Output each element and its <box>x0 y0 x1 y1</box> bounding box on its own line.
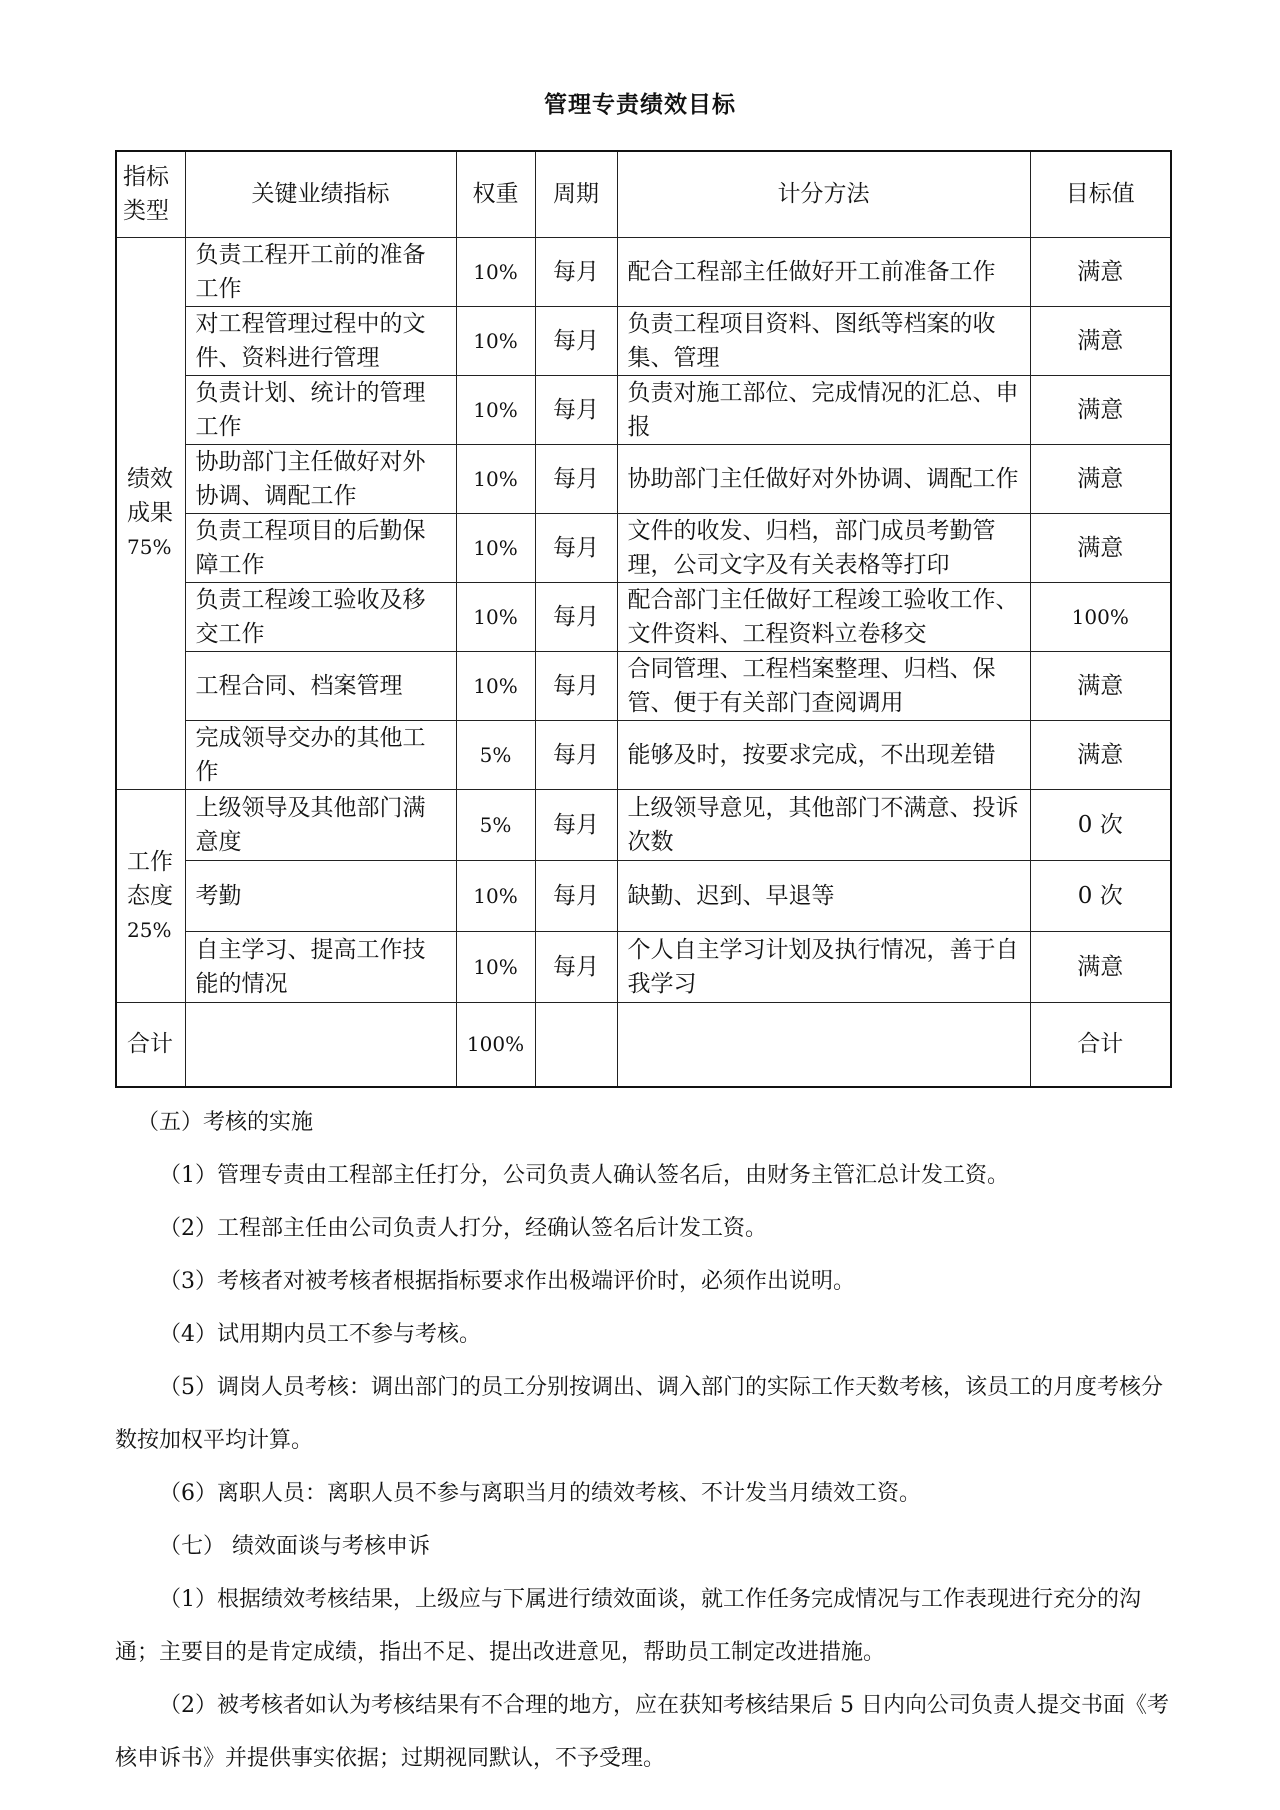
method-cell: 合同管理、工程档案整理、归档、保管、便于有关部门查阅调用 <box>617 651 1030 720</box>
category-attitude <box>116 789 185 1002</box>
method-cell: 负责工程项目资料、图纸等档案的收集、管理 <box>617 306 1030 375</box>
target-cell: 满意 <box>1030 513 1171 582</box>
weight-cell: 10% <box>456 582 535 651</box>
total-method <box>617 1002 1030 1087</box>
period-cell: 每月 <box>535 860 617 931</box>
paragraph: （3）考核者对被考核者根据指标要求作出极端评价时，必须作出说明。 <box>159 1269 855 1294</box>
body-text <box>115 1096 1175 1785</box>
method-cell: 个人自主学习计划及执行情况，善于自我学习 <box>617 931 1030 1002</box>
target-cell: 满意 <box>1030 931 1171 1002</box>
total-target: 合计 <box>1030 1002 1171 1087</box>
category-performance <box>116 237 185 789</box>
method-cell: 协助部门主任做好对外协调、调配工作 <box>617 444 1030 513</box>
period-cell: 每月 <box>535 789 617 860</box>
weight-cell: 5% <box>456 789 535 860</box>
target-cell: 满意 <box>1030 444 1171 513</box>
section-heading-implementation: （五）考核的实施 <box>137 1110 314 1135</box>
total-label: 合计 <box>116 1002 185 1087</box>
table-row <box>116 306 1171 375</box>
weight-cell: 10% <box>456 651 535 720</box>
category-label: 绩效成果 <box>127 466 173 526</box>
table-row <box>116 931 1171 1002</box>
table-row <box>116 720 1171 789</box>
target-cell: 满意 <box>1030 651 1171 720</box>
method-cell: 配合部门主任做好工程竣工验收工作、文件资料、工程资料立卷移交 <box>617 582 1030 651</box>
period-cell: 每月 <box>535 306 617 375</box>
weight-cell: 10% <box>456 444 535 513</box>
table-header-row <box>116 151 1171 237</box>
kpi-cell: 完成领导交办的其他工作 <box>185 720 456 789</box>
paragraph: （2）被考核者如认为考核结果有不合理的地方，应在获知考核结果后 5 日内向公司负责人提交书面《考核申诉书》并提供事实依据；过期视同默认，不予受理。 <box>115 1693 1169 1771</box>
header-kpi: 关键业绩指标 <box>185 151 456 237</box>
period-cell: 每月 <box>535 513 617 582</box>
target-cell: 满意 <box>1030 375 1171 444</box>
category-label: 工作态度 <box>127 848 173 909</box>
kpi-cell: 自主学习、提高工作技能的情况 <box>185 931 456 1002</box>
header-method: 计分方法 <box>617 151 1030 237</box>
target-cell: 100% <box>1030 582 1171 651</box>
period-cell: 每月 <box>535 444 617 513</box>
table-row <box>116 651 1171 720</box>
section-heading-appeal: （七） 绩效面谈与考核申诉 <box>159 1534 430 1559</box>
period-cell: 每月 <box>535 720 617 789</box>
target-cell: 0 次 <box>1030 860 1171 931</box>
table-total-row <box>116 1002 1171 1087</box>
kpi-cell: 协助部门主任做好对外协调、调配工作 <box>185 444 456 513</box>
weight-cell: 10% <box>456 306 535 375</box>
performance-table <box>115 150 1172 1088</box>
target-cell: 满意 <box>1030 237 1171 306</box>
kpi-cell: 考勤 <box>185 860 456 931</box>
target-cell: 满意 <box>1030 720 1171 789</box>
table-row <box>116 789 1171 860</box>
total-weight: 100% <box>456 1002 535 1087</box>
table-row <box>116 444 1171 513</box>
weight-cell: 10% <box>456 860 535 931</box>
kpi-cell: 负责工程开工前的准备工作 <box>185 237 456 306</box>
header-category: 指标类型 <box>116 151 185 237</box>
method-cell: 文件的收发、归档，部门成员考勤管理，公司文字及有关表格等打印 <box>617 513 1030 582</box>
weight-cell: 10% <box>456 931 535 1002</box>
table-row <box>116 860 1171 931</box>
period-cell: 每月 <box>535 237 617 306</box>
period-cell: 每月 <box>535 375 617 444</box>
page-title: 管理专责绩效目标 <box>544 92 736 118</box>
table-row <box>116 375 1171 444</box>
paragraph: （4）试用期内员工不参与考核。 <box>159 1322 481 1347</box>
category-share: 25% <box>127 917 172 942</box>
table-row <box>116 582 1171 651</box>
kpi-cell: 负责工程竣工验收及移交工作 <box>185 582 456 651</box>
header-target: 目标值 <box>1030 151 1171 237</box>
header-weight: 权重 <box>456 151 535 237</box>
kpi-cell: 上级领导及其他部门满意度 <box>185 789 456 860</box>
target-cell: 满意 <box>1030 306 1171 375</box>
weight-cell: 10% <box>456 237 535 306</box>
kpi-cell: 对工程管理过程中的文件、资料进行管理 <box>185 306 456 375</box>
category-share: 75% <box>127 535 172 559</box>
period-cell: 每月 <box>535 651 617 720</box>
method-cell: 能够及时，按要求完成，不出现差错 <box>617 720 1030 789</box>
target-cell: 0 次 <box>1030 789 1171 860</box>
method-cell: 负责对施工部位、完成情况的汇总、申报 <box>617 375 1030 444</box>
period-cell: 每月 <box>535 582 617 651</box>
paragraph: （1）管理专责由工程部主任打分，公司负责人确认签名后，由财务主管汇总计发工资。 <box>159 1163 1009 1188</box>
method-cell: 上级领导意见，其他部门不满意、投诉次数 <box>617 789 1030 860</box>
weight-cell: 10% <box>456 513 535 582</box>
method-cell: 缺勤、迟到、早退等 <box>617 860 1030 931</box>
method-cell: 配合工程部主任做好开工前准备工作 <box>617 237 1030 306</box>
total-kpi <box>185 1002 456 1087</box>
weight-cell: 10% <box>456 375 535 444</box>
paragraph: （6）离职人员：离职人员不参与离职当月的绩效考核、不计发当月绩效工资。 <box>159 1481 921 1506</box>
header-period: 周期 <box>535 151 617 237</box>
weight-cell: 5% <box>456 720 535 789</box>
kpi-cell: 负责计划、统计的管理工作 <box>185 375 456 444</box>
kpi-cell: 负责工程项目的后勤保障工作 <box>185 513 456 582</box>
kpi-cell: 工程合同、档案管理 <box>185 651 456 720</box>
total-period <box>535 1002 617 1087</box>
paragraph: （1）根据绩效考核结果，上级应与下属进行绩效面谈，就工作任务完成情况与工作表现进行充分的沟通；主要目的是肯定成绩，指出不足、提出改进意见，帮助员工制定改进措施。 <box>115 1587 1142 1665</box>
period-cell: 每月 <box>535 931 617 1002</box>
table-row <box>116 237 1171 306</box>
table-row <box>116 513 1171 582</box>
paragraph: （2）工程部主任由公司负责人打分，经确认签名后计发工资。 <box>159 1216 767 1241</box>
paragraph: （5）调岗人员考核：调出部门的员工分别按调出、调入部门的实际工作天数考核，该员工的月度考核分数按加权平均计算。 <box>115 1375 1164 1453</box>
